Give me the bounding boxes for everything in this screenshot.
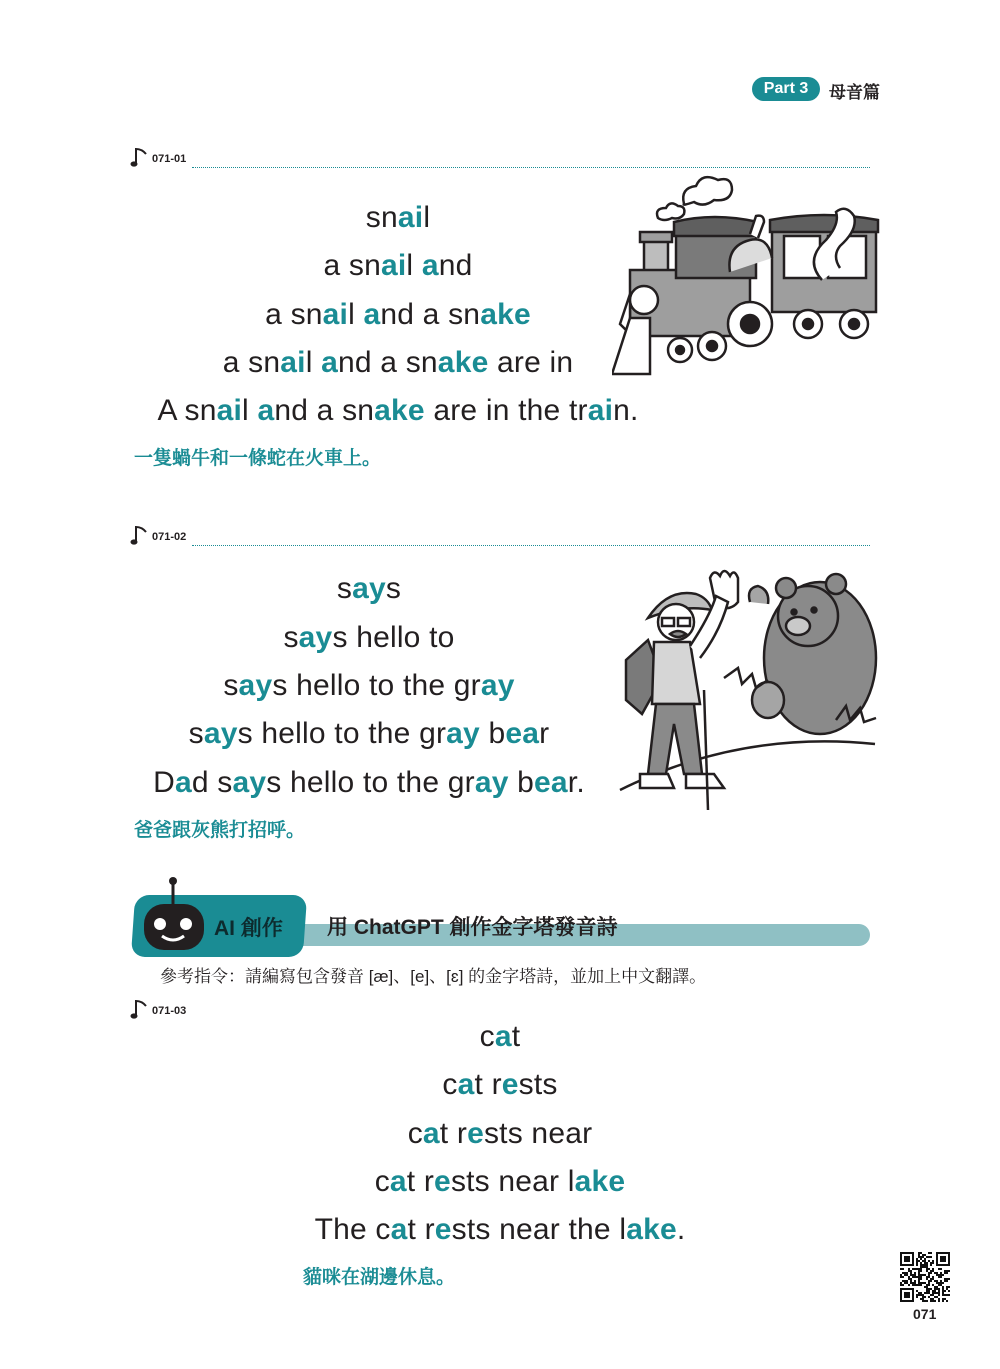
highlight-letters: ake <box>437 346 489 379</box>
highlight-letters: ake <box>574 1165 626 1198</box>
highlight-letters: ay <box>298 621 333 654</box>
highlight-letters: e <box>434 1213 452 1246</box>
plain-text: sn <box>365 201 398 234</box>
plain-text: s hello to the gr <box>272 669 481 702</box>
plain-text: t r <box>406 1165 435 1198</box>
highlight-letters: a <box>494 1020 512 1053</box>
plain-text: n. <box>613 394 639 427</box>
plain-text: sts near <box>483 1117 593 1150</box>
plain-text: nd a sn <box>274 394 375 427</box>
plain-text: s hello to the gr <box>237 717 447 750</box>
plain-text: c <box>407 1117 423 1150</box>
poem-line <box>323 248 472 284</box>
poem-line <box>315 1212 686 1248</box>
plain-text: l <box>305 346 322 379</box>
highlight-letters: ea <box>534 766 568 799</box>
plain-text: sts <box>518 1068 558 1101</box>
plain-text: t r <box>474 1068 502 1101</box>
highlight-letters: a <box>174 766 192 799</box>
plain-text: sts near the l <box>451 1213 627 1246</box>
plain-text: s <box>336 572 353 605</box>
highlight-letters: ai <box>397 201 424 234</box>
prompt-text: 參考指令：請編寫包含發音 [æ]、[e]、[ɛ] 的金字塔詩，並加上中文翻譯。 <box>160 967 707 986</box>
plain-text: are in the tr <box>424 394 588 427</box>
plain-text: t r <box>407 1213 435 1246</box>
track-label[interactable] <box>130 998 186 1020</box>
plain-text: nd a sn <box>337 346 438 379</box>
translation: 貓咪在湖邊休息。 <box>303 1267 456 1288</box>
highlight-letters: ay <box>238 669 273 702</box>
highlight-letters: e <box>501 1068 519 1101</box>
highlight-letters: ai <box>587 394 614 427</box>
hiker-bear-illustration <box>600 560 880 812</box>
highlight-letters: ai <box>322 298 349 331</box>
poem-line <box>480 1019 521 1055</box>
highlight-letters: ai <box>381 249 407 282</box>
highlight-letters: a <box>389 1165 407 1198</box>
plain-text: . <box>676 1213 686 1246</box>
highlight-letters: ay <box>480 669 515 702</box>
highlight-letters: ay <box>203 717 238 750</box>
poem-line <box>223 668 514 704</box>
track-label[interactable] <box>130 146 186 168</box>
highlight-letters: a <box>257 394 275 427</box>
poem-line <box>366 200 430 236</box>
plain-text: are in <box>488 346 574 379</box>
plain-text: D <box>153 766 175 799</box>
plain-text: r. <box>567 766 585 799</box>
poem-line <box>442 1067 557 1103</box>
plain-text: t <box>511 1020 521 1053</box>
highlight-letters: e <box>467 1117 484 1150</box>
plain-text: nd <box>438 249 473 282</box>
poem-line <box>223 345 573 381</box>
highlight-letters: a <box>390 1213 408 1246</box>
highlight-letters: a <box>422 1117 440 1150</box>
track-number: 071-01 <box>152 153 187 165</box>
robot-icon <box>140 876 210 956</box>
page-number: 071 <box>913 1306 937 1322</box>
highlight-letters: e <box>434 1165 451 1198</box>
train-illustration <box>612 174 882 384</box>
poem-line <box>337 571 401 607</box>
plain-text: a sn <box>323 249 382 282</box>
qr-code-icon[interactable] <box>900 1252 950 1302</box>
highlight-letters: ai <box>280 346 306 379</box>
plain-text: a sn <box>265 298 323 331</box>
highlight-letters: a <box>363 298 381 331</box>
divider <box>192 545 870 546</box>
plain-text: s hello to <box>332 621 455 654</box>
plain-text: t r <box>439 1117 468 1150</box>
highlight-letters: a <box>321 346 338 379</box>
part-title: 母音篇 <box>829 83 880 102</box>
plain-text: s <box>385 572 402 605</box>
poem-line <box>153 765 585 801</box>
music-note-icon <box>130 146 150 168</box>
music-note-icon <box>130 524 150 546</box>
plain-text: l <box>423 201 431 234</box>
plain-text: a sn <box>222 346 281 379</box>
poem-line <box>265 297 531 333</box>
plain-text: l <box>348 298 364 331</box>
highlight-letters: ea <box>505 717 540 750</box>
plain-text: b <box>479 717 506 750</box>
highlight-letters: ay <box>352 572 386 605</box>
plain-text: c <box>479 1020 495 1053</box>
highlight-letters: ake <box>480 298 531 331</box>
highlight-letters: ay <box>446 717 480 750</box>
plain-text: s <box>188 717 204 750</box>
track-number: 071-03 <box>152 1005 187 1017</box>
poem-line <box>408 1116 593 1152</box>
plain-text: l <box>406 249 422 282</box>
plain-text: s hello to the gr <box>266 766 475 799</box>
music-note-icon <box>130 998 150 1020</box>
poem-line <box>189 716 550 752</box>
plain-text: s <box>223 669 239 702</box>
track-label[interactable] <box>130 524 186 546</box>
translation: 一隻蝸牛和一條蛇在火車上。 <box>134 448 382 469</box>
poem-line <box>157 393 638 429</box>
plain-text: l <box>242 394 258 427</box>
part-badge: Part 3 <box>752 77 820 101</box>
plain-text: sts near l <box>450 1165 575 1198</box>
plain-text: s <box>283 621 299 654</box>
highlight-letters: a <box>421 249 439 282</box>
translation: 爸爸跟灰熊打招呼。 <box>134 820 306 841</box>
highlight-letters: ay <box>232 766 267 799</box>
ai-title: 用 ChatGPT 創作金字塔發音詩 <box>327 916 618 939</box>
plain-text: c <box>374 1165 390 1198</box>
highlight-letters: ake <box>374 394 425 427</box>
divider <box>192 167 870 168</box>
plain-text: d s <box>191 766 233 799</box>
highlight-letters: ake <box>626 1213 677 1246</box>
plain-text: c <box>442 1068 458 1101</box>
ai-label: AI 創作 <box>214 917 283 940</box>
plain-text: A sn <box>157 394 217 427</box>
poem-line <box>375 1164 626 1200</box>
highlight-letters: ay <box>474 766 509 799</box>
highlight-letters: a <box>457 1068 475 1101</box>
plain-text: r <box>539 717 550 750</box>
poem-line <box>283 620 454 656</box>
plain-text: b <box>508 766 535 799</box>
plain-text: The c <box>314 1213 391 1246</box>
track-number: 071-02 <box>152 531 187 543</box>
plain-text: nd a sn <box>380 298 481 331</box>
highlight-letters: ai <box>216 394 243 427</box>
